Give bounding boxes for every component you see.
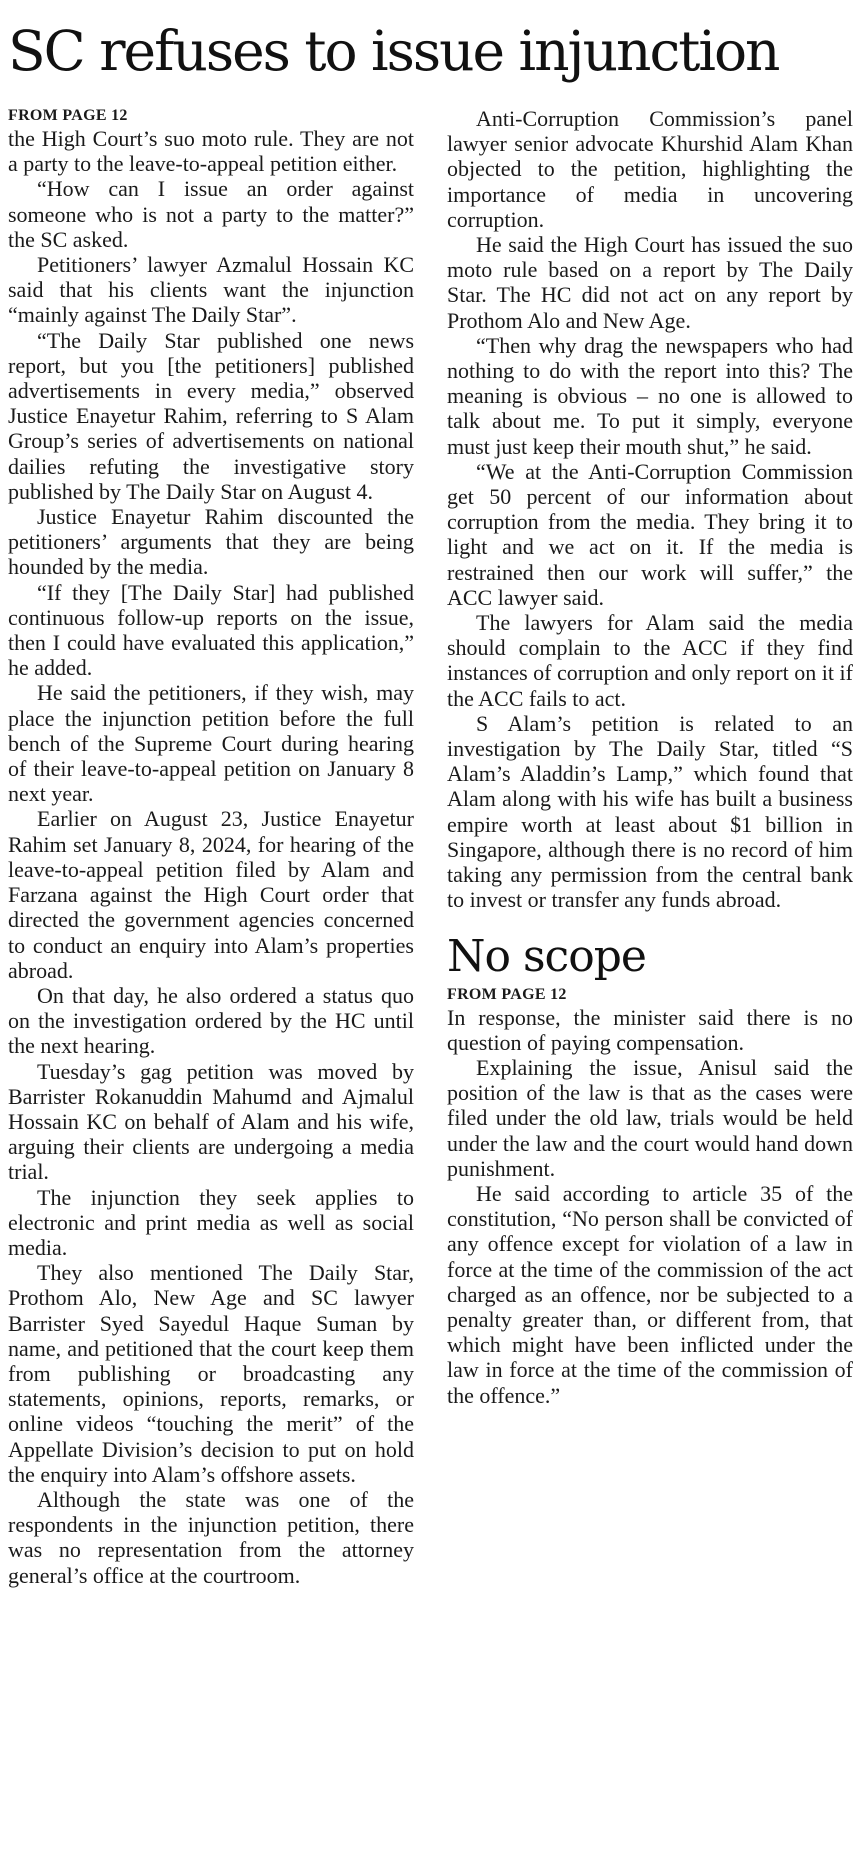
- article-kicker: FROM PAGE 12: [8, 107, 128, 124]
- article-paragraph: Petitioners’ lawyer Azmalul Hossain KC said that his clients want the injunction “mainly against The Daily Star”.: [8, 252, 414, 328]
- second-article-paragraph: In response, the minister said there is no question of paying compensation.: [447, 1004, 853, 1055]
- article-paragraph: S Alam’s petition is related to an investigation by The Daily Star, titled “S Alam’s Aladdin’s Lamp,” which found that Alam along with his wife has built a business empire worth at least about $1 billion in Singapore, although there is no record of him taking any permission from the central bank to invest or transfer any funds abroad.: [447, 710, 853, 913]
- article-paragraph: “How can I issue an order against someone who is not a party to the matter?” the SC asked.: [8, 176, 414, 252]
- column-left: [8, 106, 414, 1588]
- article-paragraph: “We at the Anti-Corruption Commission get 50 percent of our information about corruption from the media. They bring it to light and we act on it. If the media is restrained then our work will suffer,” the ACC lawyer said.: [447, 458, 853, 610]
- article-paragraph: “If they [The Daily Star] had published continuous follow-up reports on the issue, then I could have evaluated this application,” he added.: [8, 579, 414, 681]
- article-paragraph: “Then why drag the newspapers who had nothing to do with the report into this? The meaning is obvious – no one is allowed to talk about me. To put it simply, everyone must just keep their mouth shut,” he said.: [447, 332, 853, 459]
- second-article-paragraph: Explaining the issue, Anisul said the position of the law is that as the cases were filed under the old law, trials would be held under the law and the court would hand down punishment.: [447, 1054, 853, 1181]
- article-paragraph: the High Court’s suo moto rule. They are not a party to the leave-to-appeal petition either.: [8, 126, 414, 177]
- article-paragraph: The lawyers for Alam said the media should complain to the ACC if they find instances of corruption and only report on it if the ACC fails to act.: [447, 610, 853, 711]
- article-paragraph: He said the petitioners, if they wish, may place the injunction petition before the full bench of the Supreme Court during hearing of their leave-to-appeal petition on January 8 next year.: [8, 680, 414, 807]
- article-paragraph: The injunction they seek applies to electronic and print media as well as social media.: [8, 1184, 414, 1260]
- article-paragraph: He said the High Court has issued the suo moto rule based on a report by The Daily Star. The HC did not act on any report by Prothom Alo and New Age.: [447, 232, 853, 333]
- article-paragraph: Anti-Corruption Commission’s panel lawyer senior advocate Khurshid Alam Khan objected to the petition, highlighting the importance of media in uncovering corruption.: [447, 106, 853, 232]
- article-paragraph: Earlier on August 23, Justice Enayetur Rahim set January 8, 2024, for hearing of the leave-to-appeal petition filed by Alam and Farzana against the High Court order that directed the government agencies concerned to conduct an enquiry into Alam’s properties abroad.: [8, 806, 414, 983]
- article-paragraph: “The Daily Star published one news report, but you [the petitioners] published advertisements in every media,” observed Justice Enayetur Rahim, referring to S Alam Group’s series of advertisements on national dailies refuting the investigative story published by The Daily Star on August 4.: [8, 327, 414, 504]
- second-article-headline: No scope: [447, 930, 646, 982]
- second-article-paragraph: He said according to article 35 of the constitution, “No person shall be convicted of any offence except for violation of a law in force at the time of the commission of the act charged as an offence, nor be subjected to a penalty greater than, or different from, that which might have been inflicted under the law in force at the time of the commission of the offence.”: [447, 1180, 853, 1408]
- column-right: [447, 106, 853, 1408]
- article-paragraph: Justice Enayetur Rahim discounted the petitioners’ arguments that they are being hounded by the media.: [8, 504, 414, 580]
- article-paragraph: Tuesday’s gag petition was moved by Barrister Rokanuddin Mahumd and Ajmalul Hossain KC on behalf of Alam and his wife, arguing their clients are undergoing a media trial.: [8, 1058, 414, 1185]
- article-paragraph: On that day, he also ordered a status quo on the investigation ordered by the HC until the next hearing.: [8, 982, 414, 1059]
- article-headline: SC refuses to issue injunction: [8, 19, 779, 83]
- article-paragraph: Although the state was one of the respondents in the injunction petition, there was no representation from the attorney general’s office at the courtroom.: [8, 1486, 414, 1588]
- second-article-kicker: FROM PAGE 12: [447, 985, 567, 1003]
- article-paragraph: They also mentioned The Daily Star, Prothom Alo, New Age and SC lawyer Barrister Syed Sayedul Haque Suman by name, and petitioned that the court keep them from publishing or broadcasting any statements, opinions, reports, remarks, or online videos “touching the merit” of the Appellate Division’s decision to put on hold the enquiry into Alam’s offshore assets.: [8, 1260, 414, 1487]
